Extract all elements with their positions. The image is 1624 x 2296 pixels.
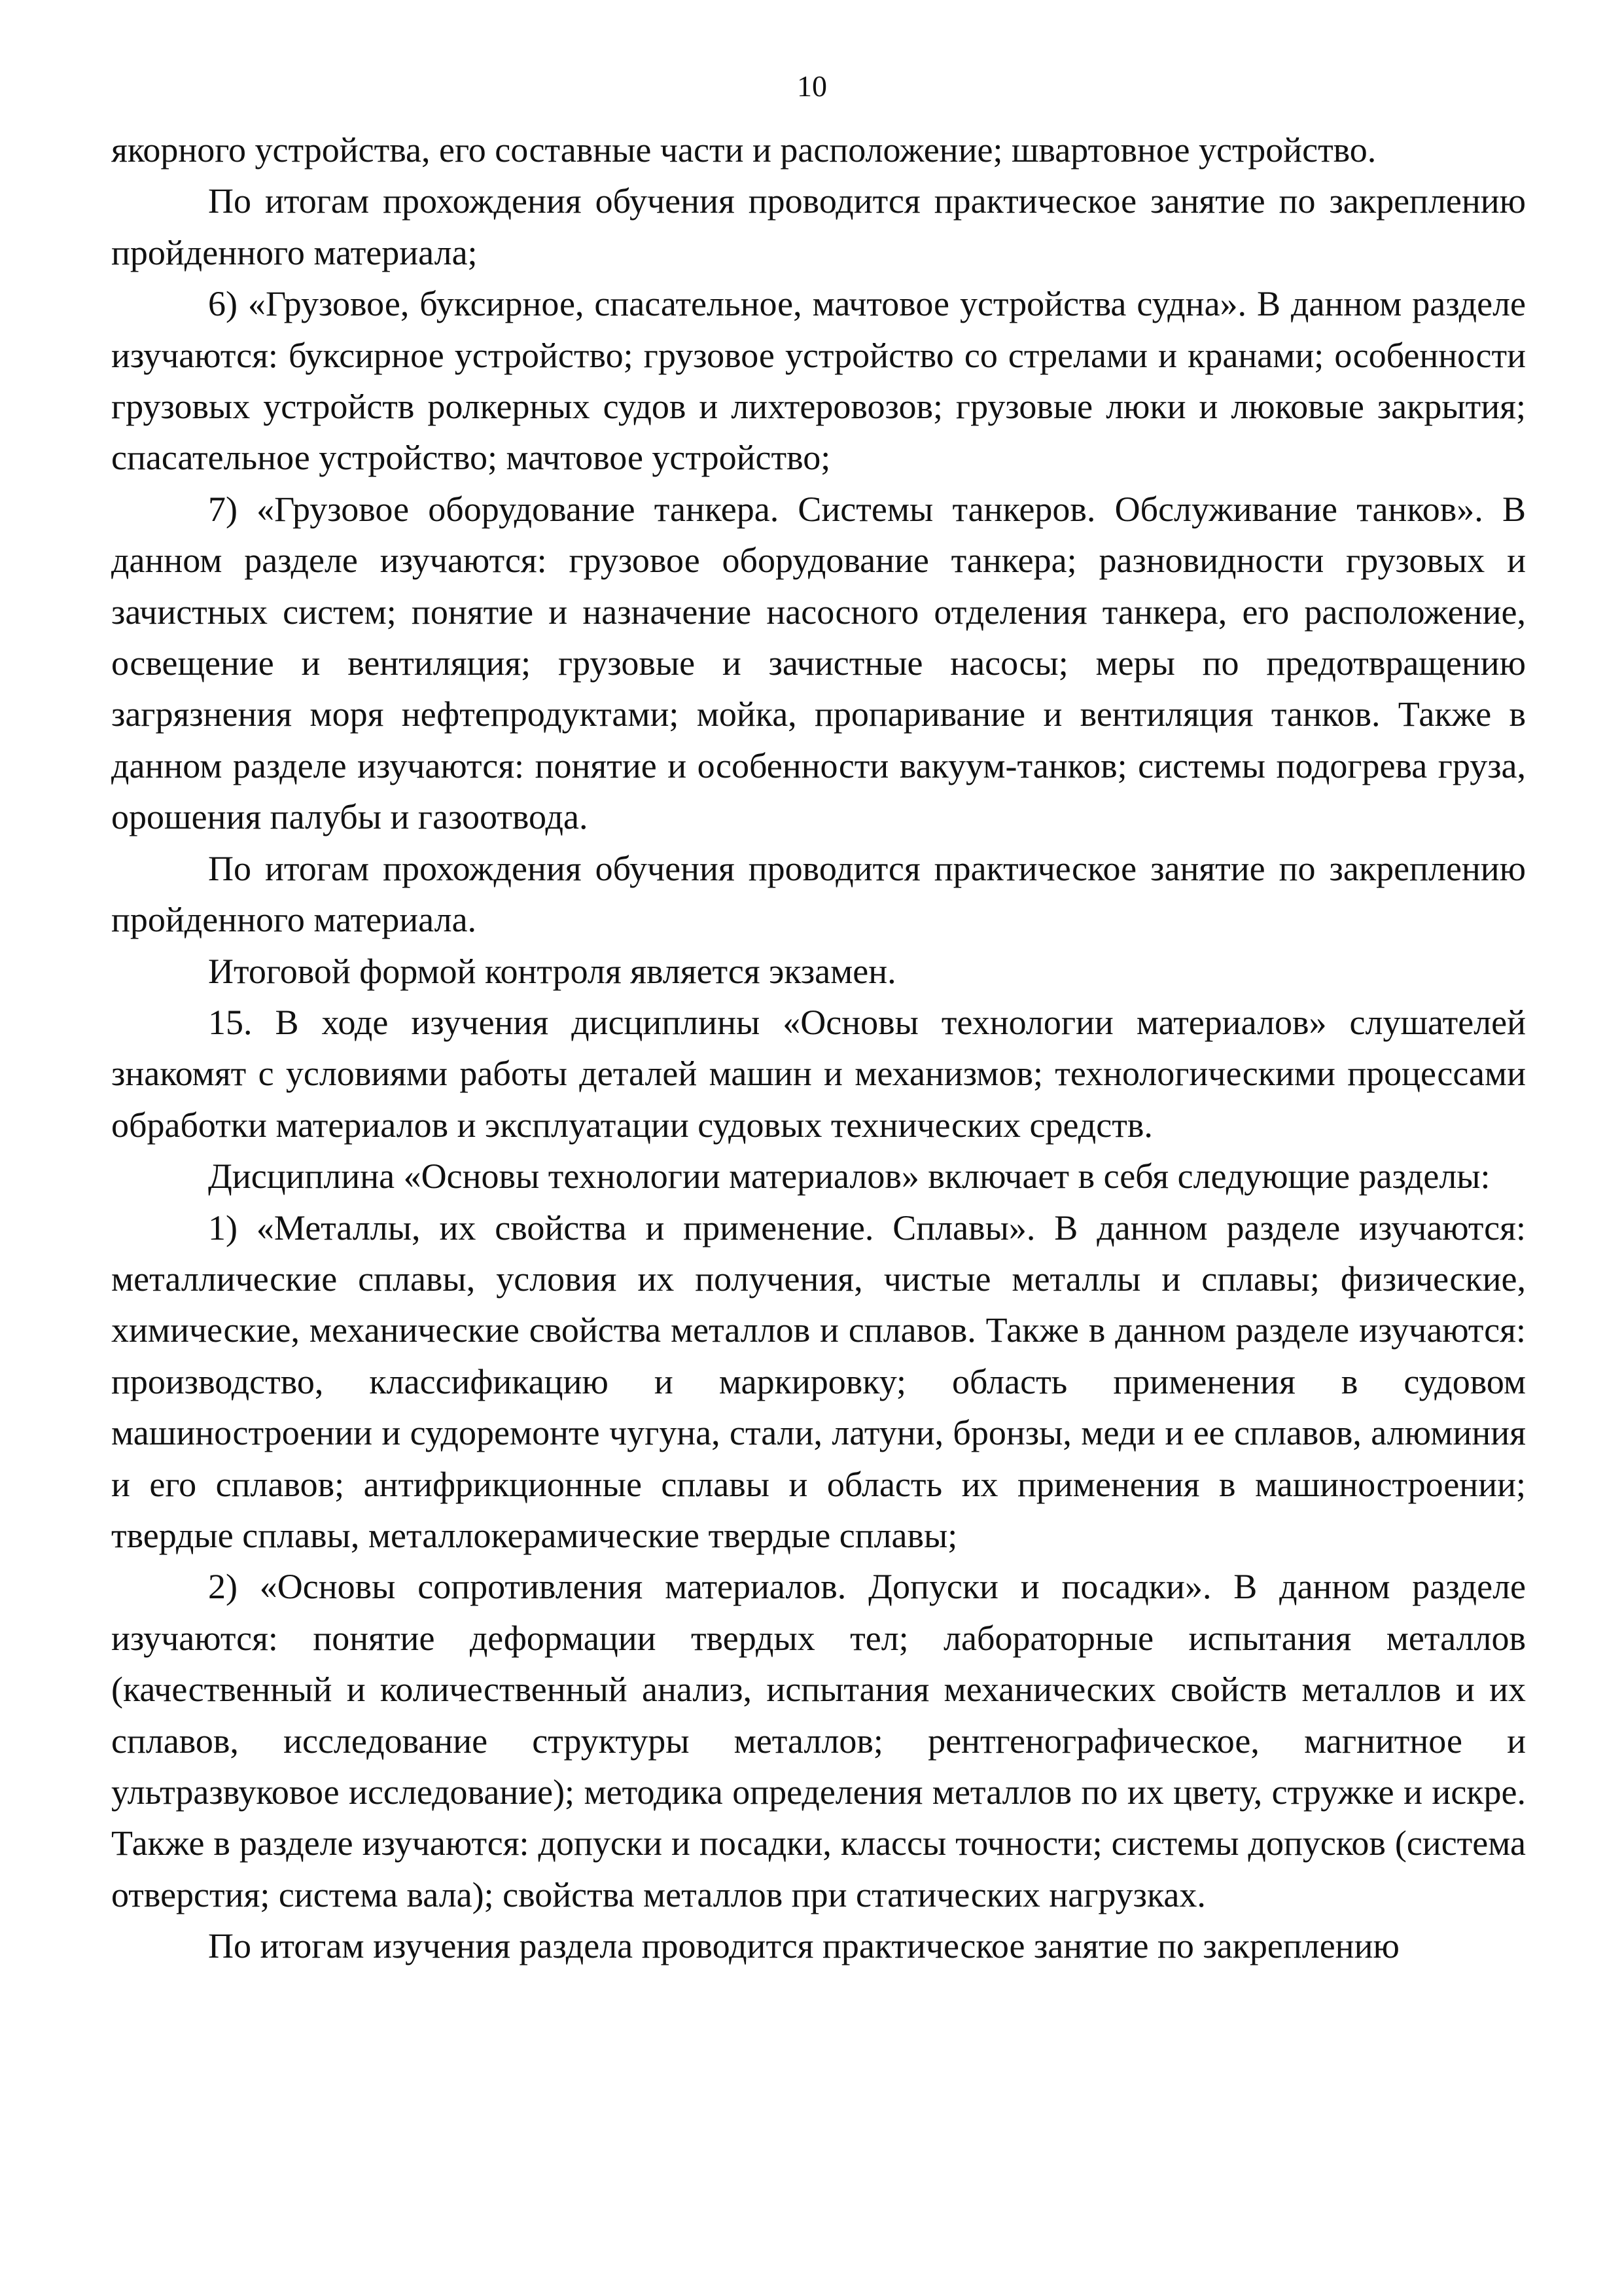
paragraph-practical-session-1: По итогам прохождения обучения проводится практическое занятие по закреплению пройденного материала; [111, 181, 1526, 272]
paragraph-section-2-strength-tolerances: 2) «Основы сопротивления материалов. Допуски и посадки». В данном разделе изучаются: понятие деформации твердых тел; лабораторные испытания металлов (качественный и количественный анализ, испытания механических свойств металлов и их сплавов, исследование структуры металлов; рентгенографическое, магнитное и ультразвуковое исследование); методика определения металлов по их цвету, стружке и искре. Также в разделе изучаются: допуски и посадки, классы точности; системы допусков (система отверстия; система вала); свойства металлов при статических нагрузках. [111, 1567, 1526, 1914]
page-number: 10 [797, 69, 827, 103]
paragraph-section-6-cargo-towing: 6) «Грузовое, буксирное, спасательное, мачтовое устройства судна». В данном разделе изучаются: буксирное устройство; грузовое устройство со стрелами и кранами; особенности грузовых устройств ролкерных судов и лихтеровозов; грузовые люки и люковые закрытия; спасательное устройство; мачтовое устройство; [111, 284, 1526, 478]
paragraph-section-1-metals-alloys: 1) «Металлы, их свойства и применение. Сплавы». В данном разделе изучаются: металлические сплавы, условия их получения, чистые металлы и сплавы; физические, химические, механические свойства металлов и сплавов. Также в данном разделе изучаются: производство, классификацию и маркировку; область применения в судовом машиностроении и судоремонте чугуна, стали, латуни, бронзы, меди и ее сплавов, алюминия и его сплавов; антифрикционные сплавы и область их применения в машиностроении; твердые сплавы, металлокерамические твердые сплавы; [111, 1208, 1526, 1555]
paragraph-discipline-sections-intro: Дисциплина «Основы технологии материалов» включает в себя следующие разделы: [208, 1157, 1491, 1196]
paragraph-anchor-device-continuation: якорного устройства, его составные части и расположение; швартовное устройство. [111, 130, 1377, 170]
paragraph-final-exam: Итоговой формой контроля является экзамен. [208, 951, 896, 991]
paragraph-practical-session-2: По итогам прохождения обучения проводится практическое занятие по закреплению пройденного материала. [111, 848, 1526, 940]
paragraph-section-7-tanker-equipment: 7) «Грузовое оборудование танкера. Системы танкеров. Обслуживание танков». В данном разделе изучаются: грузовое оборудование танкера; разновидности грузовых и зачистных систем; понятие и назначение насосного отделения танкера, его расположение, освещение и вентиляция; грузовые и зачистные насосы; меры по предотвращению загрязнения моря нефтепродуктами; мойка, пропаривание и вентиляция танков. Также в данном разделе изучаются: понятие и особенности вакуум-танков; системы подогрева груза, орошения палубы и газоотвода. [111, 489, 1526, 837]
paragraph-item-15-materials-technology: 15. В ходе изучения дисциплины «Основы технологии материалов» слушателей знакомят с условиями работы деталей машин и механизмов; технологическими процессами обработки материалов и эксплуатации судовых технических средств. [111, 1002, 1526, 1145]
paragraph-practical-session-3: По итогам изучения раздела проводится практическое занятие по закреплению [208, 1926, 1400, 1966]
document-body [111, 124, 1526, 1972]
